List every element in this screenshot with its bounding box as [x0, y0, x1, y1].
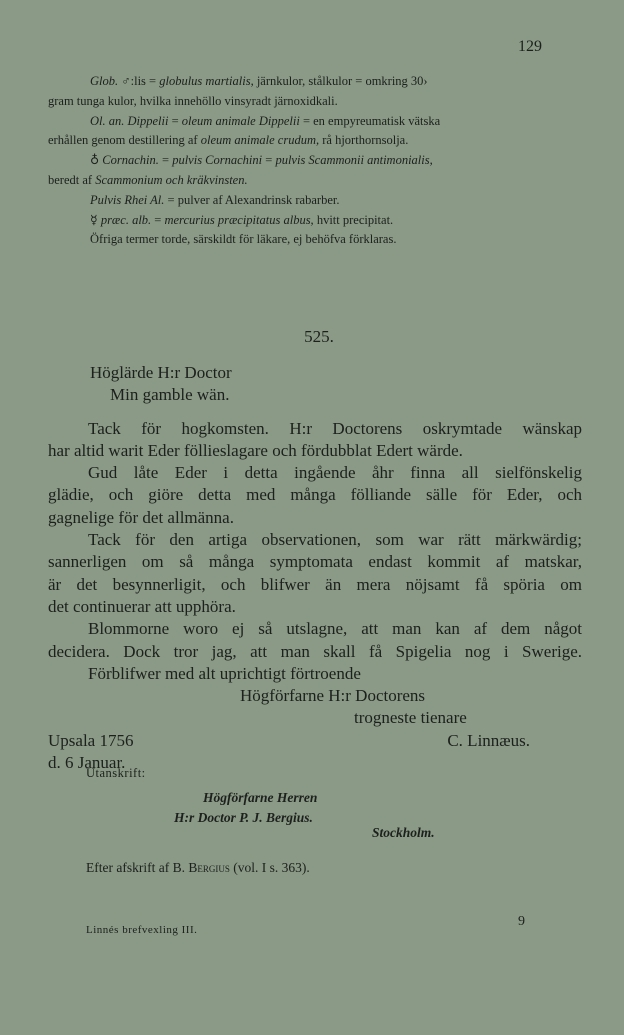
signature-mark: 9 — [518, 914, 525, 929]
address-line1: Högförfarne Herren — [203, 790, 318, 805]
note-corn-line2: beredt af Scammonium och kräkvinsten. — [48, 172, 248, 187]
page-number: 129 — [518, 38, 542, 55]
salutation-line1: Höglärde H:r Doctor — [90, 363, 232, 382]
closing-line2: trogneste tienare — [354, 708, 467, 728]
antimony-symbol: ♁ — [90, 153, 100, 168]
note-ofriga: Öfriga termer torde, särskildt för läkare, ej behöfva förklaras. — [90, 232, 397, 247]
mercury-symbol: ☿ — [90, 212, 98, 227]
salutation-line2: Min gamble wän. — [110, 385, 230, 405]
letter-body — [48, 362, 582, 774]
note-corn-line1: ♁ Cornachin. = pulvis Cornachini = pulvis Scammonii antimonialis, — [90, 153, 433, 168]
paragraph-2-line1: Gud låte Eder i detta ingående åhr finna all sielfönskelig — [88, 463, 582, 483]
place-signature-row — [48, 730, 582, 752]
footer-title: Linnés brefvexling III. — [86, 924, 198, 936]
note-glob-line2: gram tunga kulor, hvilka innehöllo vinsyradt järnoxidkali. — [48, 93, 338, 108]
note-praec: ☿ præc. alb. = mercurius præcipitatus albus, hvitt precipitat. — [90, 212, 394, 227]
paragraph-4-line2: decidera. Dock tror jag, att man skall få Spigelia nog i Swerige. — [48, 641, 582, 661]
mars-symbol: ♂ — [121, 74, 131, 88]
address-line2: H:r Doctor P. J. Bergius. — [174, 810, 313, 825]
paragraph-5: Förblifwer med alt uprichtigt förtroende — [88, 663, 361, 683]
signature: C. Linnæus. — [447, 730, 530, 750]
place-date: Upsala 1756 — [48, 730, 134, 750]
paragraph-3-line2: sannerligen om så många symptomata endast kommit af matskar, — [48, 552, 582, 572]
note-glob-line1: Glob. ♂:lis = globulus martialis, järnkulor, stålkulor = omkring 30› — [90, 74, 428, 88]
paragraph-4-line1: Blommorne woro ej så utslagne, att man kan af dem något — [88, 619, 582, 639]
utanskrift-label: Utanskrift: — [86, 766, 146, 780]
address-line3: Stockholm. — [372, 825, 435, 840]
closing-line1: Högförfarne H:r Doctorens — [240, 686, 426, 706]
note-rhei: Pulvis Rhei Al. = pulver af Alexandrinsk rabarber. — [90, 192, 340, 207]
paragraph-3-line3: är det besynnerligit, och blifwer än mera nöjsamt få spöria om — [48, 574, 582, 594]
source-note: Efter afskrift af B. Bergius (vol. I s. 363). — [86, 860, 310, 875]
paragraph-1-line1: Tack för hogkomsten. H:r Doctorens oskrymtade wänskap — [88, 418, 582, 438]
paragraph-1-line2: har altid warit Eder föllieslagare och fördubblat Edert wärde. — [48, 440, 463, 460]
footnotes — [48, 72, 582, 250]
paragraph-3-line1: Tack för den artiga observationen, som war rätt märkwärdig; — [88, 530, 582, 550]
paragraph-2-line3: gagnelige för det allmänna. — [48, 507, 234, 527]
note-ol-line1: Ol. an. Dippelii = oleum animale Dippelii = en empyreumatisk vätska — [90, 113, 441, 128]
letter-number: 525. — [304, 327, 334, 346]
paragraph-2-line2: glädie, och giöre detta med många fölliande sälle för Eder, och — [48, 485, 582, 505]
date: d. 6 Januar. — [48, 753, 126, 773]
paragraph-3-line4: det continuerar att upphöra. — [48, 596, 236, 616]
note-ol-line2: erhållen genom destillering af oleum animale crudum, rå hjorthornsolja. — [48, 133, 409, 148]
